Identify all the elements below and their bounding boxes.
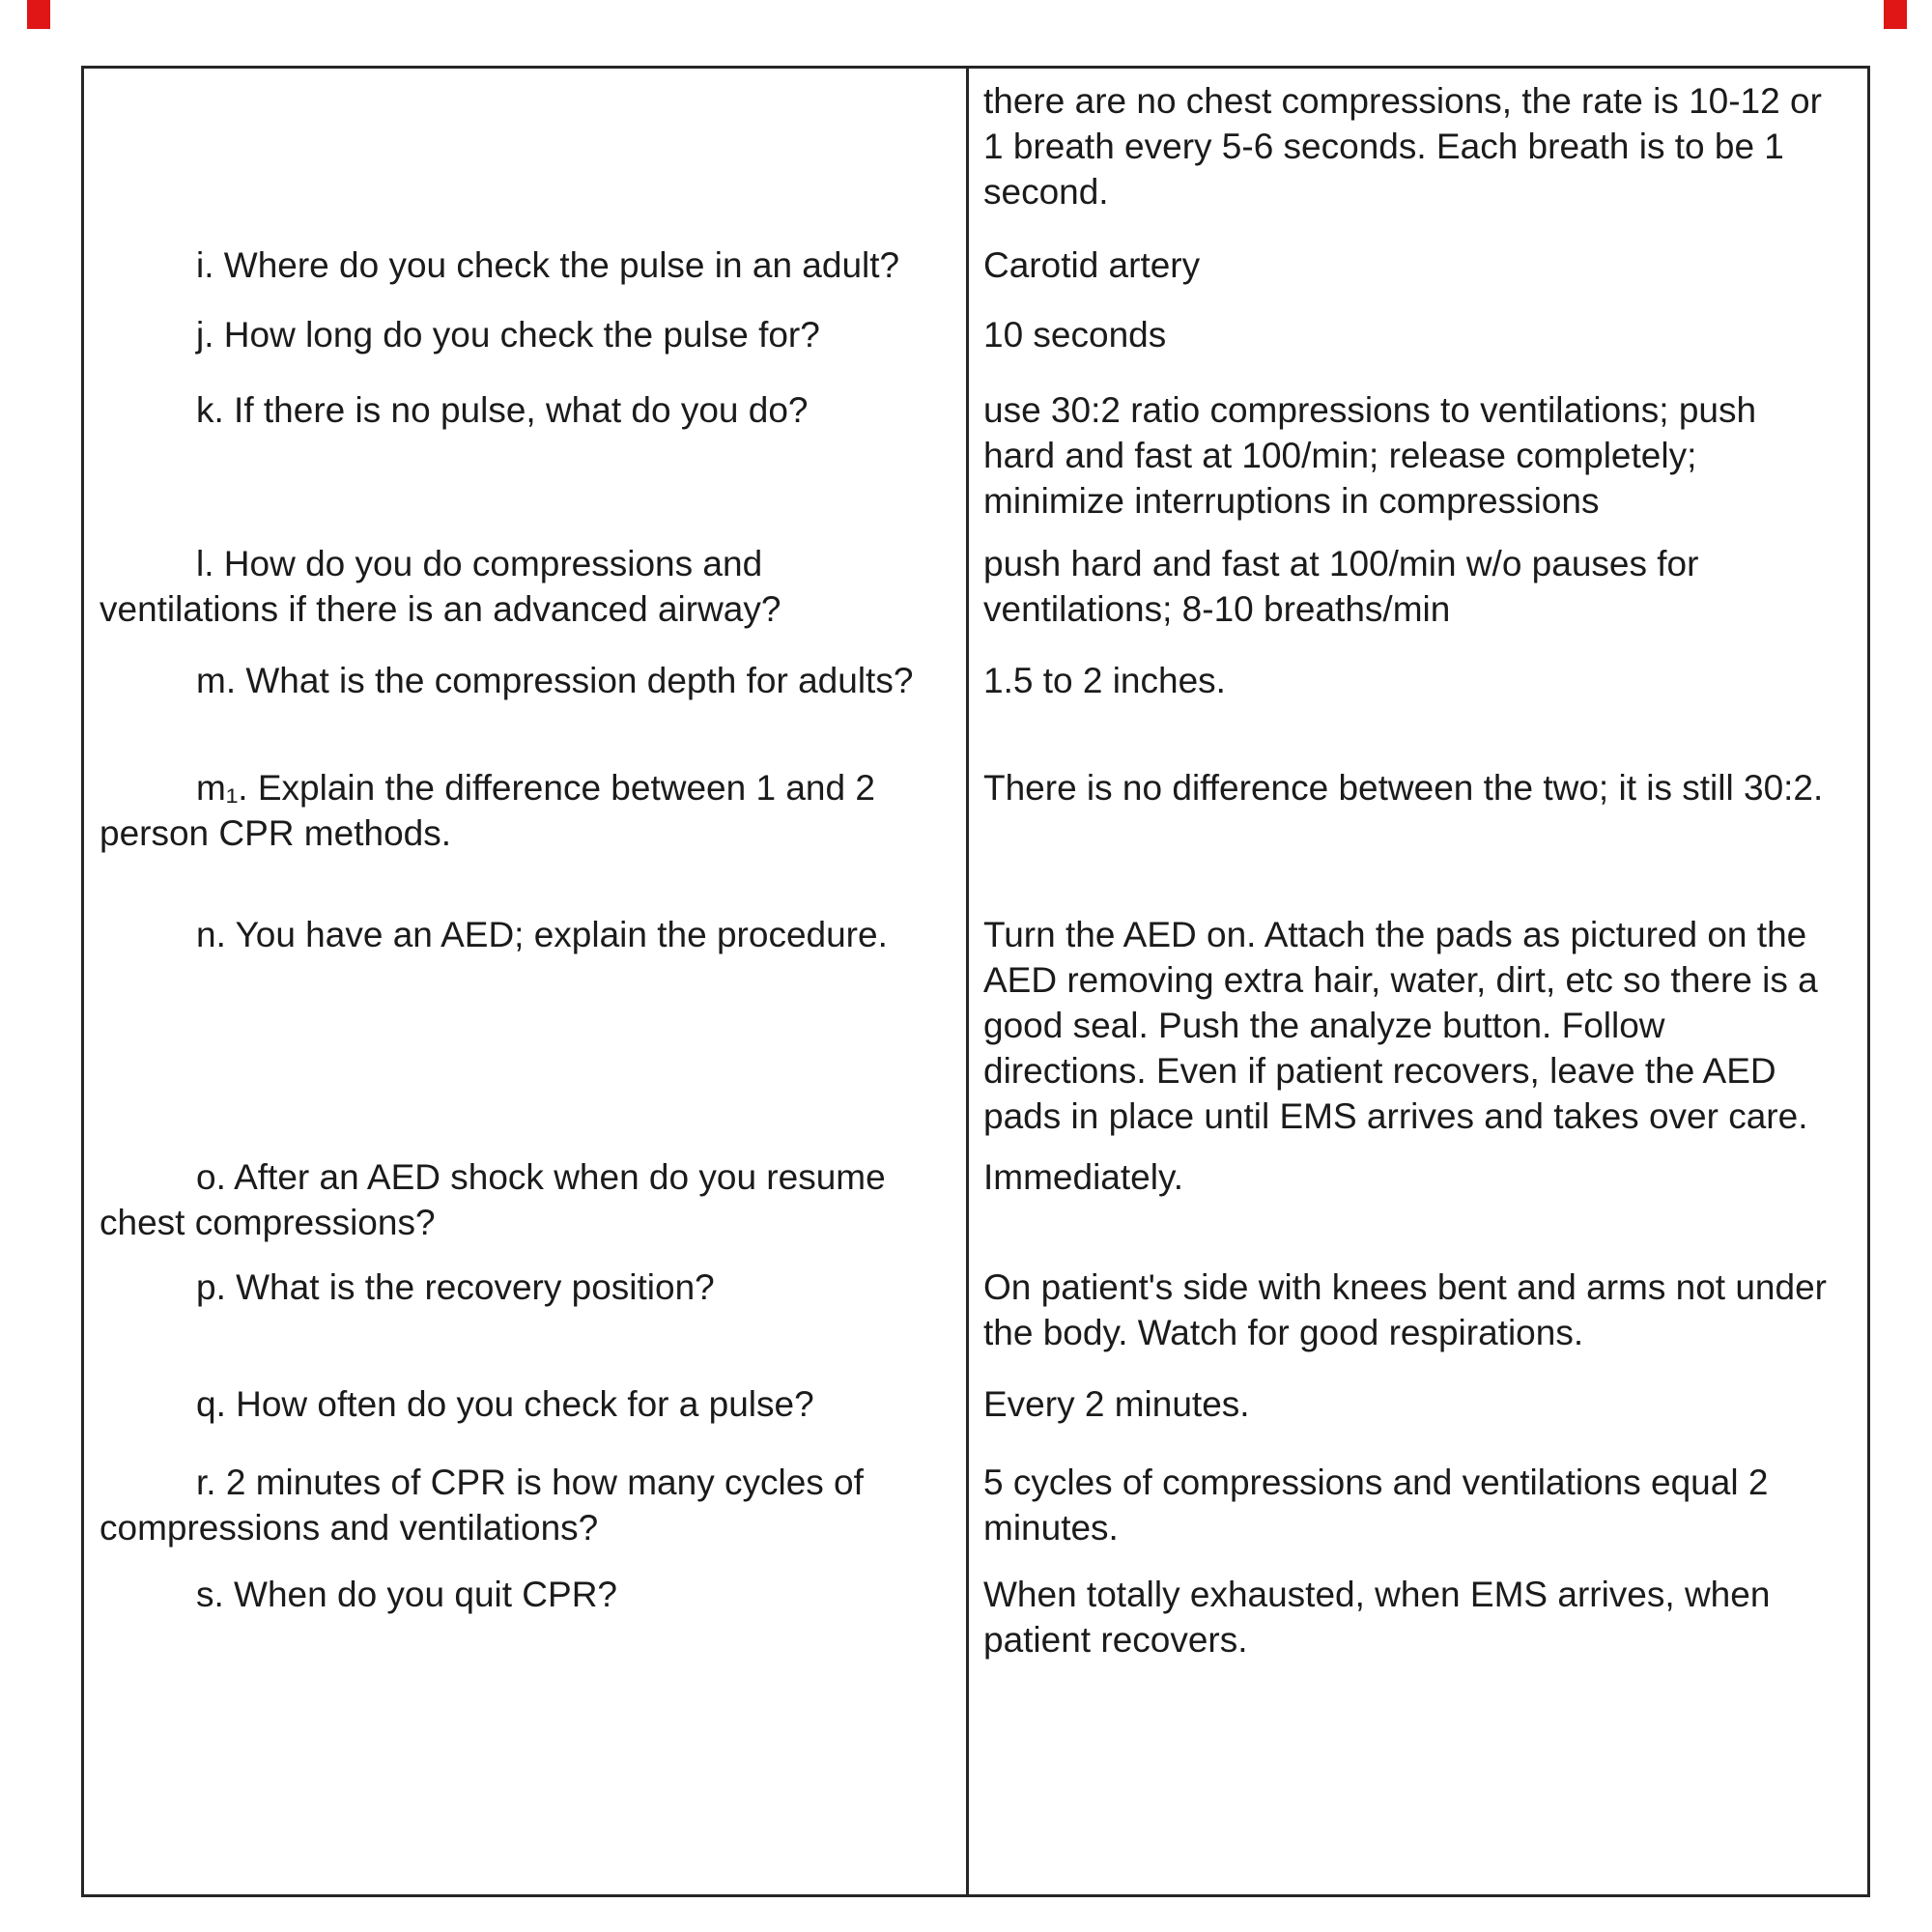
cpr-qa-table	[81, 66, 1870, 1897]
qa-row-n	[84, 912, 1867, 1139]
question-cell	[84, 1572, 966, 1617]
answer-cell	[966, 1154, 1867, 1200]
answer-text: use 30:2 ratio compressions to ventilations; push hard and fast at 100/min; release completely; minimize interruptions in compressions	[983, 390, 1757, 521]
qa-row-r	[84, 1460, 1867, 1550]
answer-cell	[966, 1572, 1867, 1662]
qa-row-p	[84, 1264, 1867, 1355]
question-text: j. How long do you check the pulse for?	[196, 315, 820, 355]
answer-cell	[966, 78, 1867, 214]
question-cell	[84, 658, 966, 703]
answer-cell	[966, 658, 1867, 703]
qa-row-o	[84, 1154, 1867, 1245]
qa-row-m	[84, 658, 1867, 703]
question-cell	[84, 765, 966, 856]
answer-cell	[966, 242, 1867, 288]
answer-text: 5 cycles of compressions and ventilations equal 2 minutes.	[983, 1463, 1769, 1548]
answer-text: Turn the AED on. Attach the pads as pictured on the AED removing extra hair, water, dirt, etc so there is a good seal. Push the analyze button. Follow directions. Even if patient recovers, leave the AED pads in place until EMS arrives and takes over care.	[983, 915, 1818, 1136]
answer-text: When totally exhausted, when EMS arrives, when patient recovers.	[983, 1575, 1771, 1660]
question-text: q. How often do you check for a pulse?	[196, 1384, 814, 1424]
question-cell	[84, 1264, 966, 1310]
question-cell	[84, 1381, 966, 1427]
qa-row-continuation	[84, 78, 1867, 214]
answer-text: there are no chest compressions, the rate is 10-12 or 1 breath every 5-6 seconds. Each breath is to be 1 second.	[983, 81, 1822, 212]
question-cell	[84, 387, 966, 433]
answer-text: 1.5 to 2 inches.	[983, 661, 1226, 700]
answer-cell	[966, 1381, 1867, 1427]
question-cell	[84, 541, 966, 632]
qa-row-q	[84, 1381, 1867, 1427]
question-text: i. Where do you check the pulse in an adult?	[196, 245, 900, 285]
question-text: l. How do you do compressions and ventilations if there is an advanced airway?	[99, 544, 781, 629]
answer-cell	[966, 387, 1867, 524]
qa-row-l	[84, 541, 1867, 632]
qa-row-i	[84, 242, 1867, 288]
qa-row-j	[84, 312, 1867, 357]
question-cell	[84, 1154, 966, 1245]
answer-cell	[966, 912, 1867, 1139]
scan-artifact-right	[1884, 0, 1907, 29]
question-text: n. You have an AED; explain the procedure.	[196, 915, 888, 954]
question-cell	[84, 242, 966, 288]
answer-cell	[966, 541, 1867, 632]
answer-text: Immediately.	[983, 1157, 1183, 1197]
scan-artifact-left	[27, 0, 50, 29]
question-text: p. What is the recovery position?	[196, 1267, 715, 1307]
qa-row-m1	[84, 765, 1867, 856]
question-cell	[84, 1460, 966, 1550]
answer-text: Every 2 minutes.	[983, 1384, 1250, 1424]
question-text: m. What is the compression depth for adults?	[196, 661, 914, 700]
answer-text: There is no difference between the two; it is still 30:2.	[983, 768, 1824, 808]
question-cell	[84, 912, 966, 957]
question-text: s. When do you quit CPR?	[196, 1575, 617, 1614]
qa-row-k	[84, 387, 1867, 524]
answer-cell	[966, 1460, 1867, 1550]
answer-text: 10 seconds	[983, 315, 1167, 355]
question-text: o. After an AED shock when do you resume chest compressions?	[99, 1157, 886, 1242]
answer-text: Carotid artery	[983, 245, 1201, 285]
answer-text: push hard and fast at 100/min w/o pauses for ventilations; 8-10 breaths/min	[983, 544, 1699, 629]
column-divider	[966, 69, 969, 1894]
question-text: r. 2 minutes of CPR is how many cycles of compressions and ventilations?	[99, 1463, 864, 1548]
question-cell	[84, 312, 966, 357]
answer-cell	[966, 1264, 1867, 1355]
answer-cell	[966, 312, 1867, 357]
qa-row-s	[84, 1572, 1867, 1662]
answer-text: On patient's side with knees bent and arms not under the body. Watch for good respirations.	[983, 1267, 1827, 1352]
question-text: m₁. Explain the difference between 1 and 2 person CPR methods.	[99, 768, 875, 853]
answer-cell	[966, 765, 1867, 810]
question-text: k. If there is no pulse, what do you do?	[196, 390, 809, 430]
